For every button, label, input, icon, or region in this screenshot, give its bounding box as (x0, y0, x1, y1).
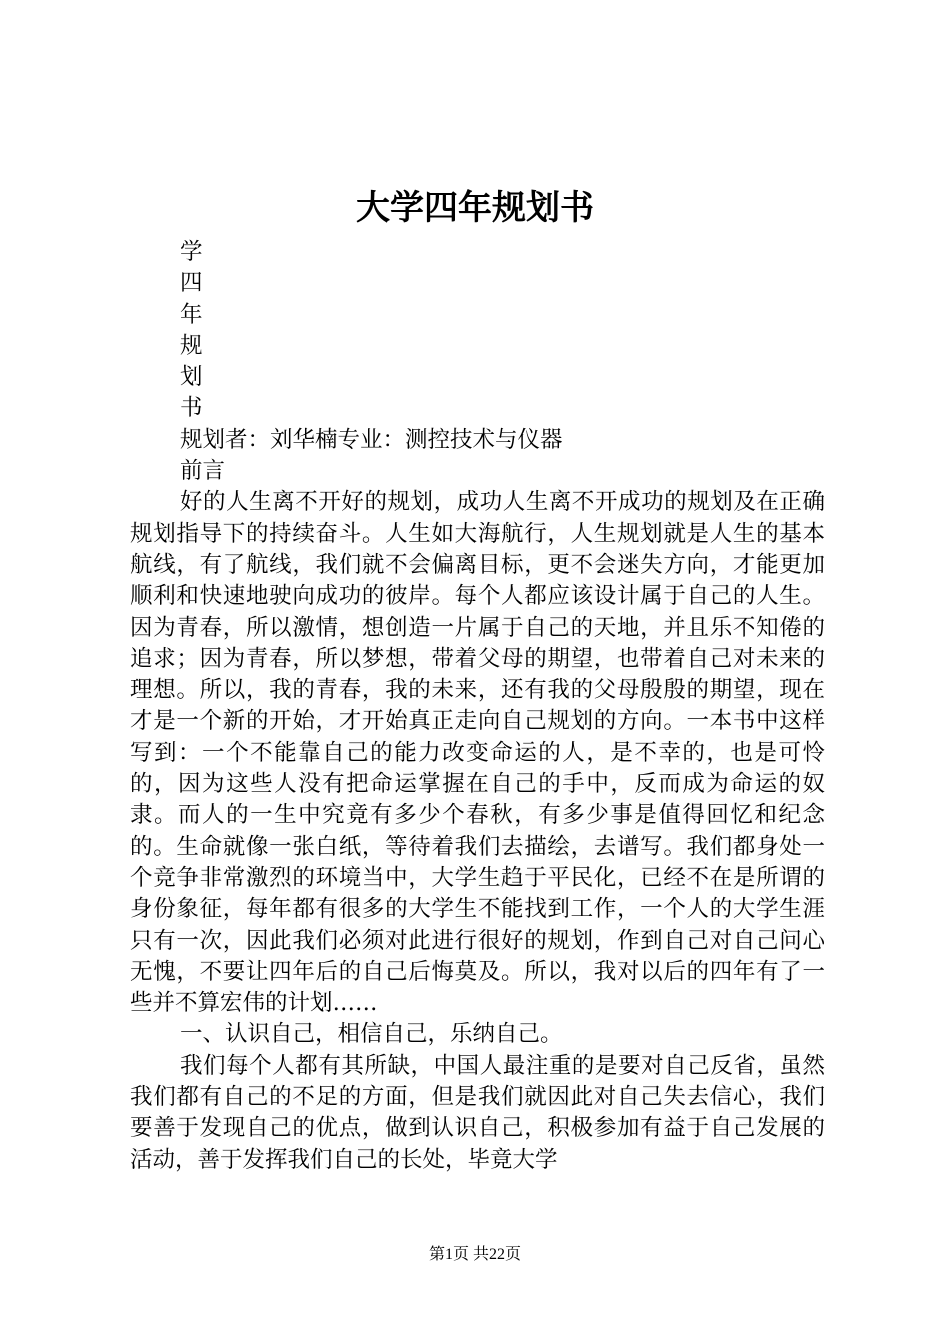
author-line: 规划者：刘华楠专业：测控技术与仪器 (180, 426, 563, 453)
vertical-title-char: 规 (180, 332, 203, 359)
vertical-title-char: 划 (180, 364, 203, 391)
vertical-title-char: 四 (180, 270, 203, 297)
section-heading: 一、认识自己，相信自己，乐纳自己。 (180, 1021, 563, 1048)
page-footer: 第1页 共22页 (428, 1246, 521, 1263)
preface-heading: 前言 (180, 458, 226, 485)
document-title: 大学四年规划书 (356, 188, 594, 228)
document-body (130, 237, 825, 1176)
preface-paragraph: 好的人生离不开好的规划，成功人生离不开成功的规划及在正确规划指导下的持续奋斗。人生如大海航行，人生规划就是人生的基本航线，有了航线，我们就不会偏离目标，更不会迷失方向，才能更加顺利和快速地驶向成功的彼岸。每个人都应该设计属于自己的人生。因为青春，所以激情，想创造一片属于自己的天地，并且乐不知倦的追求；因为青春，所以梦想，带着父母的期望，也带着自己对未来的理想。所以，我的青春，我的未来，还有我的父母殷殷的期望，现在才是一个新的开始，才开始真正走向自己规划的方向。一本书中这样写到：一个不能靠自己的能力改变命运的人，是不幸的，也是可怜的，因为这些人没有把命运掌握在自己的手中，反而成为命运的奴隶。而人的一生中究竟有多少个春秋，有多少事是值得回忆和纪念的。生命就像一张白纸，等待着我们去描绘，去谱写。我们都身处一个竞争非常激烈的环境当中，大学生趋于平民化，已经不在是所谓的身份象征，每年都有很多的大学生不能找到工作，一个人的大学生涯只有一次，因此我们必须对此进行很好的规划，作到自己对自己问心无愧，不要让四年后的自己后悔莫及。所以，我对以后的四年有了一些并不算宏伟的计划…… (130, 489, 825, 1017)
vertical-title-char: 年 (180, 301, 203, 328)
vertical-title-char: 书 (180, 395, 203, 422)
vertical-title-char: 学 (180, 239, 203, 265)
section-paragraph: 我们每个人都有其所缺，中国人最注重的是要对自己反省，虽然我们都有自己的不足的方面，但是我们就因此对自己失去信心，我们要善于发现自己的优点，做到认识自己，积极参加有益于自己发展的活动，善于发挥我们自己的长处，毕竟大学 (130, 1052, 825, 1173)
